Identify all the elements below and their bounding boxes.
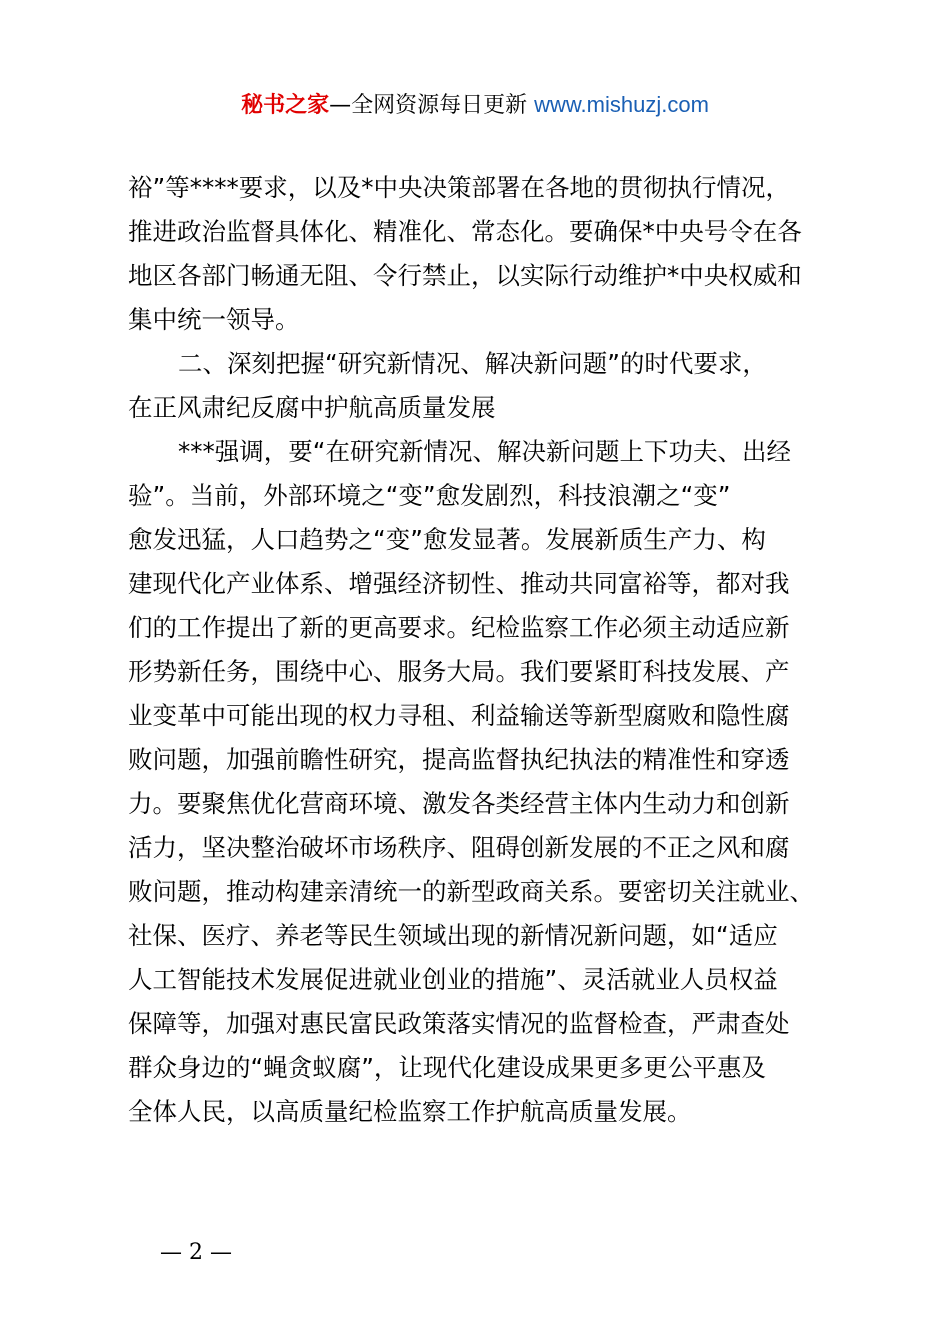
header-tagline: —全网资源每日更新 <box>329 93 535 118</box>
page-number: — 2 — <box>160 1240 232 1265</box>
text-line: 人工智能技术发展促进就业创业的措施”、灵活就业人员权益 <box>128 965 778 994</box>
text-line: 活力，坚决整治破坏市场秩序、阻碍创新发展的不正之风和腐 <box>128 833 790 862</box>
text-line: 们的工作提出了新的更高要求。纪检监察工作必须主动适应新 <box>128 613 790 642</box>
text-line: ***强调，要“在研究新情况、解决新问题上下功夫、出经 <box>178 437 791 466</box>
text-line: 业变革中可能出现的权力寻租、利益输送等新型腐败和隐性腐 <box>128 701 790 730</box>
text-line: 群众身边的“蝇贪蚁腐”，让现代化建设成果更多更公平惠及 <box>128 1053 766 1082</box>
text-line: 保障等，加强对惠民富民政策落实情况的监督检查，严肃查处 <box>128 1009 790 1038</box>
text-line: 愈发迅猛，人口趋势之“变”愈发显著。发展新质生产力、构 <box>128 525 766 554</box>
text-line: 验”。当前，外部环境之“变”愈发剧烈，科技浪潮之“变” <box>128 481 731 510</box>
section-heading-line: 在正风肃纪反腐中护航高质量发展 <box>128 393 496 422</box>
document-body <box>128 166 836 1134</box>
site-header <box>0 88 950 123</box>
brand-name: 秘书之家 <box>241 93 330 118</box>
text-line: 集中统一领导。 <box>128 305 300 334</box>
text-line: 推进政治监督具体化、精准化、常态化。要确保*中央号令在各 <box>128 217 802 246</box>
text-line: 地区各部门畅通无阻、令行禁止，以实际行动维护*中央权威和 <box>128 261 802 290</box>
text-line: 裕”等****要求，以及*中央决策部署在各地的贯彻执行情况， <box>128 173 790 202</box>
text-line: 形势新任务，围绕中心、服务大局。我们要紧盯科技发展、产 <box>128 657 790 686</box>
text-line: 败问题，加强前瞻性研究，提高监督执纪执法的精准性和穿透 <box>128 745 790 774</box>
section-heading-line: 二、深刻把握“研究新情况、解决新问题”的时代要求， <box>178 349 767 378</box>
text-line: 力。要聚焦优化营商环境、激发各类经营主体内生动力和创新 <box>128 789 790 818</box>
text-line: 全体人民，以高质量纪检监察工作护航高质量发展。 <box>128 1097 692 1126</box>
text-line: 建现代化产业体系、增强经济韧性、推动共同富裕等，都对我 <box>128 569 790 598</box>
site-url-link[interactable]: www.mishuzj.com <box>534 92 709 117</box>
text-line: 败问题，推动构建亲清统一的新型政商关系。要密切关注就业、 <box>128 877 814 906</box>
text-line: 社保、医疗、养老等民生领域出现的新情况新问题，如“适应 <box>128 921 778 950</box>
